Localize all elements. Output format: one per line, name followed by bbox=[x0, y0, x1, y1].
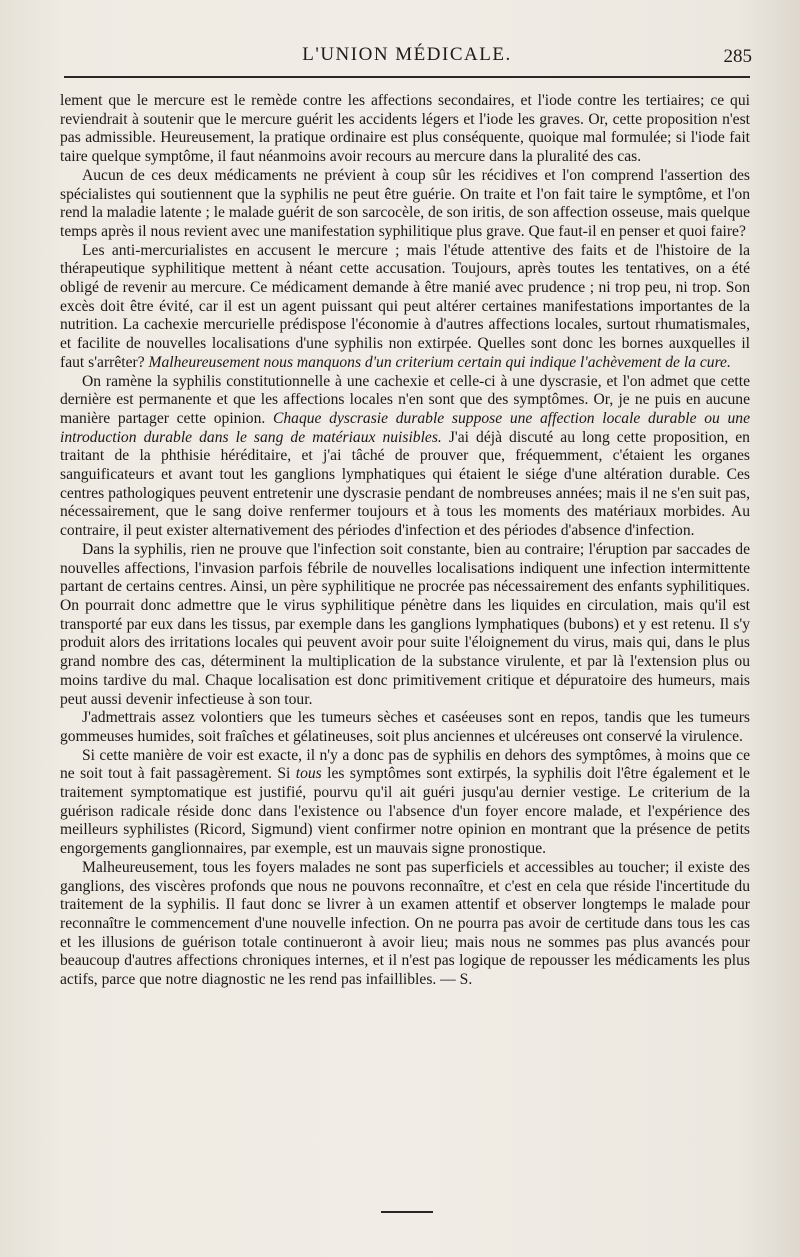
paragraph-text: lement que le mercure est le remède contre les affections secondaires, et l'iode contre les tertiaires; ce qui reviendrait à soutenir que le mercure guérit les accidents légers et l'iode les graves. Or, cette proposition n'est pas admissible. Heureusement, la pratique ordinaire est plus conséquente, quoique mal formulée; si l'iode fait taire quelque symptôme, il faut néanmoins avoir recours au mercure dans la pluralité des cas. bbox=[60, 92, 750, 166]
paragraph bbox=[60, 541, 750, 709]
paragraph-text: Dans la syphilis, rien ne prouve que l'infection soit constante, bien au contraire; l'éruption par saccades de nouvelles affections, l'invasion parfois fébrile de nouvelles localisations indiquent une infection intermittente partant de certains centres. Ainsi, un père syphilitique ne procrée pas nécessairement des enfants syphilitiques. On pourrait donc admettre que le virus syphilitique pénètre dans les liquides en circulation, mais qu'il est transporté par eux dans les tissus, par exemple dans les ganglions lymphatiques (bubons) et y est retenu. Il s'y produit alors des irritations locales qui peuvent avoir pour suite l'éloignement du virus, mais qui, dans le plus grand nombre des cas, déterminent la multiplication de la substance virulente, et par là l'extension plus ou moins tardive du mal. Chaque localisation est donc primitivement critique et dépuratoire des humeurs, mais peut aussi devenir infectieuse à son tour. bbox=[60, 540, 750, 708]
italic-text: tous bbox=[295, 765, 322, 783]
page-number: 285 bbox=[723, 46, 752, 67]
page-header bbox=[62, 44, 752, 72]
paragraph-text: Aucun de ces deux médicaments ne prévient à coup sûr les récidives et l'on comprend l'assertion des spécialistes qui soutiennent que la syphilis ne peut être guérie. On traite et l'on fait taire le symptôme, et l'on rend la maladie latente ; le malade guérit de son sarcocèle, de son iritis, de son affection osseuse, mais quelque temps après il nous revient avec une manifestation syphilitique plus grave. Que faut-il en penser et quoi faire? bbox=[60, 166, 750, 240]
paragraph bbox=[60, 747, 750, 859]
running-title: L'UNION MÉDICALE. bbox=[302, 44, 512, 65]
paragraph-text: Malheureusement, tous les foyers malades ne sont pas superficiels et accessibles au toucher; il existe des ganglions, des viscères profonds que nous ne pouvons reconnaître, et c'est en cela que réside l'incertitude du traitement de la syphilis. Il faut donc se livrer à un examen attentif et observer longtemps le malade pour reconnaître le commencement d'une nouvelle infection. On ne pourra pas avoir de certitude dans tous les cas et les illusions de guérison totale continueront à avoir lieu; mais nous ne sommes pas plus avancés pour beaucoup d'autres affections chroniques internes, et il n'est pas logique de repousser les médicaments les plus actifs, parce que notre diagnostic ne les rend pas infaillibles. — S. bbox=[60, 858, 750, 989]
header-rule bbox=[64, 76, 750, 78]
paragraph bbox=[60, 242, 750, 373]
italic-text: Chaque dyscrasie durable suppose une affection locale durable ou une introduction durable dans le sang de matériaux nuisibles. bbox=[60, 409, 750, 446]
paragraph bbox=[60, 167, 750, 242]
paragraph-text: On ramène la syphilis constitutionnelle à une cachexie et celle-ci à une dyscrasie, et l'on admet que cette dernière est permanente et que les affections locales n'en sont que des symptômes. Or, je ne puis en aucune manière partager cette opinion. bbox=[60, 372, 750, 427]
paragraph-text: Si cette manière de voir est exacte, il n'y a donc pas de syphilis en dehors des symptômes, à moins que ce ne soit tout à fait passagèrement. Si bbox=[60, 746, 750, 783]
paragraph bbox=[60, 92, 750, 167]
paragraph bbox=[60, 373, 750, 541]
paragraph bbox=[60, 709, 750, 746]
paragraph-text: Les anti-mercurialistes en accusent le mercure ; mais l'étude attentive des faits et de l'histoire de la thérapeutique syphilitique mettent à néant cette accusation. Toujours, après toutes les tentatives, on a été obligé de revenir au mercure. Ce médicament demande à être manié avec prudence ; ni trop peu, ni trop. Son excès doit être évité, car il est un agent puissant qui peut altérer certaines manifestations importantes de la nutrition. La cachexie mercurielle prédispose l'économie à d'autres affections locales, surtout rhumatismales, et facilite de nouvelles localisations d'une syphilis non extirpée. Quelles sont donc les bornes auxquelles il faut s'arrêter? bbox=[60, 241, 750, 371]
paragraph bbox=[60, 859, 750, 990]
paragraph-text: J'ai déjà discuté au long cette proposition, en traitant de la phthisie héréditaire, et j'ai tâché de prouver que, fréquemment, c'étaient les organes sanguificateurs et avant tout les ganglions lymphatiques qui étaient le siége d'une altération durable. Ces centres pathologiques peuvent entretenir une dyscrasie pendant de nombreuses années; mais il ne s'en suit pas, nécessairement, que le sang doive renfermer toujours et à tous les moments des matériaux morbides. Au contraire, il peut exister alternativement des périodes d'infection et des périodes d'absence d'infection. bbox=[60, 428, 750, 540]
italic-text: Malheureusement nous manquons d'un criterium certain qui indique l'achèvement de la cure. bbox=[148, 353, 731, 371]
paragraph-text: J'admettrais assez volontiers que les tumeurs sèches et caséeuses sont en repos, tandis que les tumeurs gommeuses humides, soit fraîches et gélatineuses, soit plus anciennes et ulcéreuses ont conservé la virulence. bbox=[60, 709, 750, 745]
end-rule bbox=[381, 1211, 433, 1213]
paragraph-text: les symptômes sont extirpés, la syphilis doit l'être également et le traitement symptomatique est justifié, pourvu qu'il ait guéri jusqu'au dernier vestige. Le criterium de la guérison radicale réside donc dans l'existence ou l'absence d'un foyer encore malade, et l'expérience des meilleurs syphilistes (Ricord, Sigmund) vient confirmer notre opinion en montrant que la présence de petits engorgements ganglionnaires, par exemple, est un mauvais signe pronostique. bbox=[60, 765, 750, 858]
article-body bbox=[60, 92, 750, 990]
